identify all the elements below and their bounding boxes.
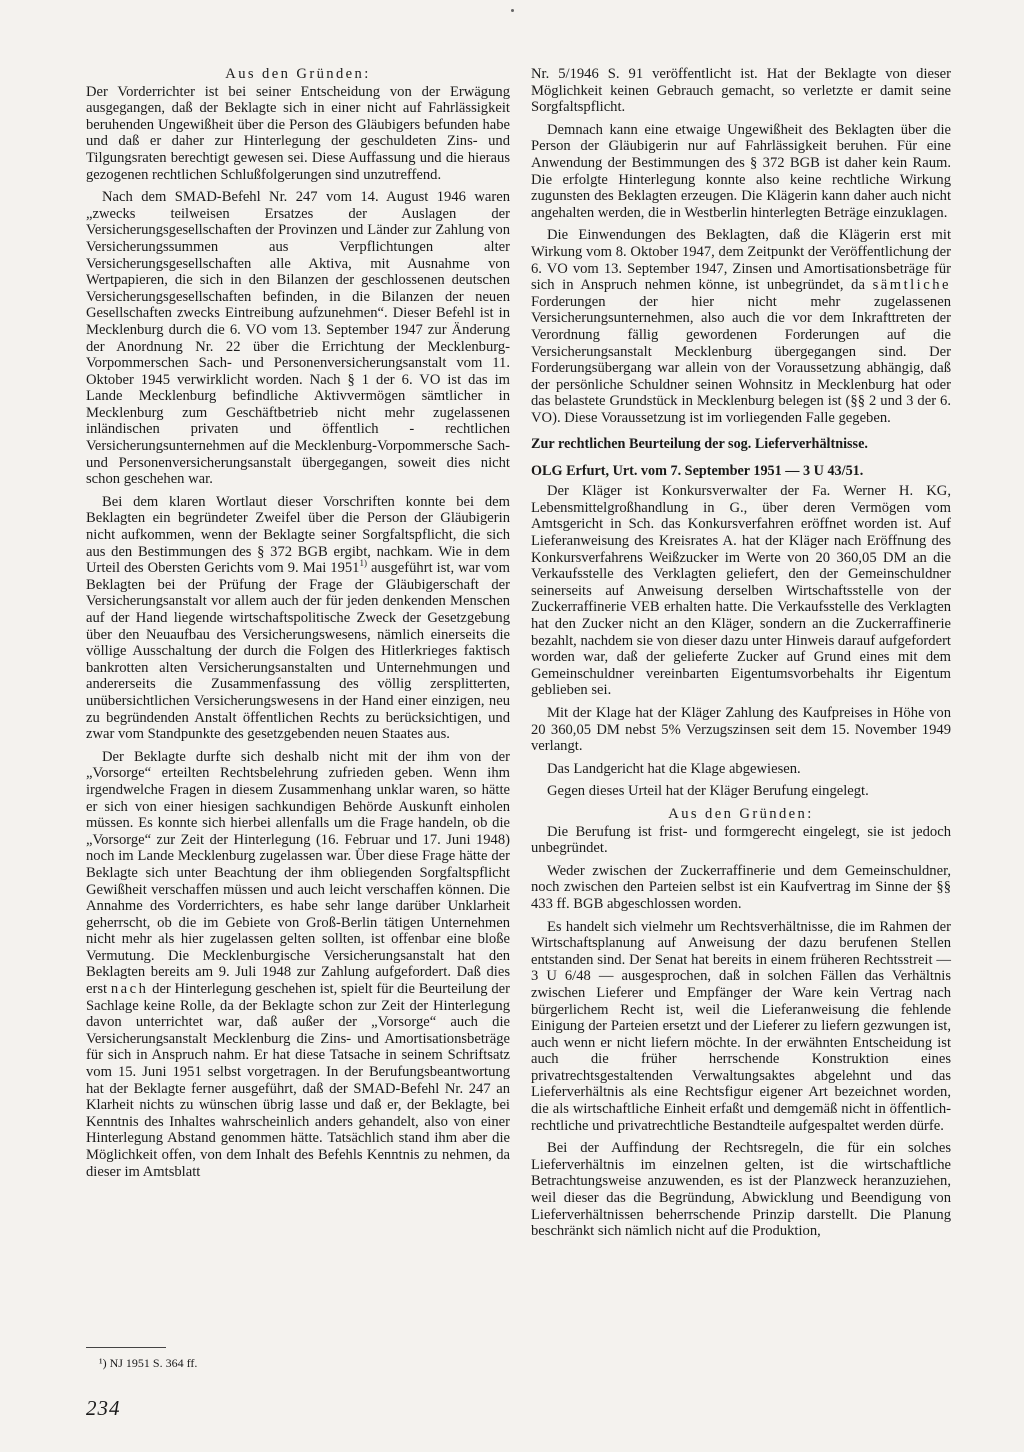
paragraph xyxy=(86,494,510,743)
paragraph: Der Vorderrichter ist bei seiner Entscheidung von der Erwägung ausgegangen, daß der Beklagte sich in einer nicht auf Fahrlässigkeit beruhenden Ungewißheit über die Person des Gläubigers befunden habe und daß er daher zur Hinterlegung der geschuldeten Zins- und Tilgungsraten berechtigt gewesen sei. Diese Auffassung und die hieraus gezogenen rechtlichen Schlußfolgerungen sind unzutreffend. xyxy=(86,83,510,183)
paragraph: Bei der Auffindung der Rechtsregeln, die für ein solches Lieferverhältnis im einzelnen gelten, ist die wirtschaftliche Betrachtungsweise anzuwenden, es ist der Planzweck heranzuziehen, weil dieser das die Begründung, Abwicklung und Beendigung von Lieferverhältnissen beherrschende Prinzip darstellt. Die Planung beschränkt sich nämlich nicht auf die Produktion, xyxy=(531,1140,951,1240)
paragraph xyxy=(86,749,510,1180)
paragraph: Nach dem SMAD-Befehl Nr. 247 vom 14. August 1946 waren „zwecks teilweisen Ersatzes der Auslagen der Versicherungsgesellschaften der Provinzen und Länder zur Zahlung von Versicherungssummen aus Verpflichtungen alter Versicherungsgesellschaften alle Aktiva, mit Ausnahme von Wertpapieren, die sich in den Bilanzen der geschlossenen deutschen Versicherungsgesellschaften befinden, in die Bilanzen der neuen Gesellschaften zwecks Eintreibung aufzunehmen“. Dieser Befehl ist in Mecklenburg durch die 6. VO vom 13. September 1947 zur Änderung der Anordnung Nr. 22 über die Errichtung der Mecklenburg-Vorpommerschen Sach- und Personenversicherungsanstalt vom 11. Oktober 1945 verwirklicht worden. Nach § 1 der 6. VO ist das im Lande Mecklenburg befindliche Aktivvermögen sämtlicher in Mecklenburg zum Geschäftbetrieb nicht mehr zugelassenen inländischen privaten und öffentlich - rechtlichen Versicherungsunternehmen auf die Mecklenburg-Vorpommersche Sach- und Personenversicherungsanstalt übergegangen, soweit dies nicht schon geschehen war. xyxy=(86,189,510,488)
paragraph-text: Der Beklagte durfte sich deshalb nicht mit der ihm von der „Vorsorge“ erteilten Rechtsbelehrung zufrieden geben. Wenn ihm irgendwelche Fragen in diesem Zusammenhang unklar waren, so hätte er sich von einer hiesigen sachkundigen Behörde Auskunft einholen müssen. Es konnte sich hierbei allenfalls um die Frage handeln, ob die „Vorsorge“ zur Zeit der Hinterlegung (16. Februar und 17. Juni 1948) noch im Lande Mecklenburg zugelassen war. Über diese Frage hätte der Beklagte sich unter Beachtung der ihm obliegenden Sorgfaltspflicht Gewißheit verschaffen müssen und auch leicht verschaffen können. Die Annahme des Vorderrichters, es habe sehr lange darüber Unklarheit geherrscht, ob die im Gebiete von Groß-Berlin tätigen Unternehmen nicht mehr als hier zugelassen gelten sollten, ist offenbar eine bloße Vermutung. Die Mecklenburgische Versicherungsanstalt hat den Beklagten bereits am 9. Juli 1948 zur Zahlung aufgefordert. Daß dies erst xyxy=(86,748,510,998)
case-citation: OLG Erfurt, Urt. vom 7. September 1951 — 3 U 43/51. xyxy=(531,462,864,479)
section-heading: Aus den Gründen: xyxy=(225,66,371,82)
right-column xyxy=(531,66,951,1246)
paragraph: Mit der Klage hat der Kläger Zahlung des Kaufpreises in Höhe von 20 360,05 DM nebst 5% Verzugszinsen seit dem 15. November 1949 verlangt. xyxy=(531,705,951,755)
paragraph: Es handelt sich vielmehr um Rechtsverhältnisse, die im Rahmen der Wirtschaftsplanung auf Anweisung der dazu berufenen Stellen entstanden sind. Der Senat hat bereits in einem früheren Rechtsstreit — 3 U 6/48 — ausgesprochen, daß in solchen Fällen das Verhältnis zwischen Lieferer und Empfänger der Ware kein Vertrag nach bürgerlichem Recht ist, weil die Lieferanweisung die fehlende Einigung der Parteien ersetzt und der Lieferer zu liefern gezwungen ist, auch wenn er nicht liefern möchte. In der erwähnten Entscheidung ist auch die früher herrschende Konstruktion eines privatrechtsgestaltenden Verwaltungsaktes abgelehnt und das Lieferverhältnis als eine Rechtsfigur eigener Art bezeichnet worden, die als wirtschaftliche Einheit erfaßt und demgemäß nicht in öffentlich-rechtliche und privatrechtliche Bestandteile aufgespaltet werden dürfe. xyxy=(531,918,951,1134)
paragraph xyxy=(531,227,951,426)
paragraph: Der Kläger ist Konkursverwalter der Fa. Werner H. KG, Lebensmittelgroßhandlung in G., über deren Vermögen vom Amtsgericht in Sch. das Konkursverfahren eröffnet worden ist. Auf Lieferanweisung des Kreisrates A. hat der Kläger nach Eröffnung des Konkursverfahrens Weißzucker im Werte von 20 360,05 DM an die Verkaufsstelle des Verklagten geliefert, den der Gemeinschuldner seinerseits auf Anweisung derselben Wirtschaftsstelle von der Zuckerraffinerie VEB erhalten hatte. Die Verkaufsstelle des Verklagten hat den Zucker nicht an den Kläger, sondern an die Zuckerraffinerie bezahlt, nachdem sie von dieser dazu unter Hinweis darauf aufgefordert worden war, daß der gelieferte Zucker auf Grund eines mit dem Gemeinschuldner vereinbarten Eigentumsvorbehalts ihr Eigentum geblieben sei. xyxy=(531,483,951,699)
paragraph: Demnach kann eine etwaige Ungewißheit des Beklagten über die Person der Gläubigerin nur auf Fahrlässigkeit beruhen. Für eine Anwendung der Bestimmungen des § 372 BGB ist daher kein Raum. Die erfolgte Hinterlegung konnte also keine rechtliche Wirkung zugunsten des Beklagten erzeugen. Die Klägerin kann daher auch nicht angehalten werden, die in Westberlin hinterlegten Beträge einzuklagen. xyxy=(531,121,951,221)
page-number: 234 xyxy=(86,1396,121,1420)
case-title: Zur rechtlichen Beurteilung der sog. Lieferverhältnisse. xyxy=(531,436,868,453)
footnote-ref: 1) xyxy=(359,558,367,569)
paragraph-text: ausgeführt ist, war vom Beklagten bei der Prüfung der Frage der Gläubigerschaft der Versicherungsanstalt vor allem auch der für jeden denkenden Menschen auf der Hand liegende wirtschaftspolitische Zweck der Gesetzgebung über den Neuaufbau des Versicherungswesens, nämlich einerseits die völlige Ausschaltung der durch die Folgen des Hitlerkrieges faktisch bankrotten alten Versicherungsanstalten und Unternehmungen und andererseits die Zusammenfassung des völlig zersplitterten, unübersichtlichen Versicherungswesens in der Hand einer einzigen, neu zu begründenden Anstalt öffentlichen Rechts zu berücksichtigen, und zwar vom Standpunkte des gesetzgebenden neuen Staates aus. xyxy=(86,560,510,743)
paragraph-text: Die Einwendungen des Beklagten, daß die Klägerin erst mit Wirkung vom 8. Oktober 1947, dem Zeitpunkt der Veröffentlichung der 6. VO vom 13. September 1947, Zinsen und Amortisationsbeträge für sich in Anspruch nehmen könne, ist unbegründet, da xyxy=(531,227,951,294)
paragraph: Nr. 5/1946 S. 91 veröffentlicht ist. Hat der Beklagte von dieser Möglichkeit keinen Gebrauch gemacht, so verletzte er damit seine Sorgfaltspflicht. xyxy=(531,66,951,116)
left-column xyxy=(86,66,510,1186)
emphasis-text: nach xyxy=(110,981,149,998)
footnote-divider xyxy=(86,1347,166,1348)
paragraph: Gegen dieses Urteil hat der Kläger Berufung eingelegt. xyxy=(547,783,869,800)
emphasis-text: sämtliche xyxy=(872,277,951,294)
paragraph: Die Berufung ist frist- und formgerecht eingelegt, sie ist jedoch unbegründet. xyxy=(531,823,951,857)
scan-speck xyxy=(511,9,514,12)
section-heading: Aus den Gründen: xyxy=(668,805,814,822)
footnote: ¹) NJ 1951 S. 364 ff. xyxy=(99,1356,198,1370)
paragraph-text: der Hinterlegung geschehen ist, spielt für die Beurteilung der Sachlage keine Rolle, da der Beklagte schon zur Zeit der Hinterlegung davon unterrichtet war, daß außer der „Vorsorge“ auch die Versicherungsanstalt Mecklenburg die Zins- und Amortisationsbeträge für sich in Anspruch nahm. Er hat diese Tatsache in seinem Schriftsatz vom 15. Juni 1951 selbst vorgetragen. In der Berufungsbeantwortung hat der Beklagte ferner ausgeführt, daß der SMAD-Befehl Nr. 247 an Klarheit nichts zu wünschen übrig lasse und daß er, der Beklagte, bei Kenntnis des Inhaltes wahrscheinlich anders gehandelt, also von einer Hinterlegung Abstand genommen hätte. Tatsächlich stand ihm aber die Möglichkeit offen, von dem Inhalt des Befehls Kenntnis zu nehmen, da dieser im Amtsblatt xyxy=(86,981,510,1180)
paragraph-text: Bei dem klaren Wortlaut dieser Vorschriften konnte bei dem Beklagten ein begründeter Zweifel über die Person der Gläubigerin nicht aufkommen, wenn der Beklagte seiner Sorgfaltspflicht, die sich aus den Bestimmungen des § 372 BGB ergibt, nachkam. Wie in dem Urteil des Obersten Gerichts vom 9. Mai 1951 xyxy=(86,493,510,577)
paragraph: Weder zwischen der Zuckerraffinerie und dem Gemeinschuldner, noch zwischen den Parteien selbst ist ein Kaufvertrag im Sinne der §§ 433 ff. BGB abgeschlossen worden. xyxy=(531,862,951,912)
paragraph-text: Forderungen der hier nicht mehr zugelassenen Versicherungsunternehmen, also auch die vor dem Inkrafttreten der Verordnung fällig gewordenen Forderungen auf die Versicherungsanstalt Mecklenburg übergegangen sind. Der Forderungsübergang war allein von der Voraussetzung abhängig, daß der persönliche Schuldner seinen Wohnsitz in Mecklenburg hat oder das belastete Grundstück in Mecklenburg belegen ist (§§ 2 und 3 der 6. VO). Diese Voraussetzung ist im vorliegenden Falle gegeben. xyxy=(531,293,951,426)
paragraph: Das Landgericht hat die Klage abgewiesen. xyxy=(547,760,801,777)
